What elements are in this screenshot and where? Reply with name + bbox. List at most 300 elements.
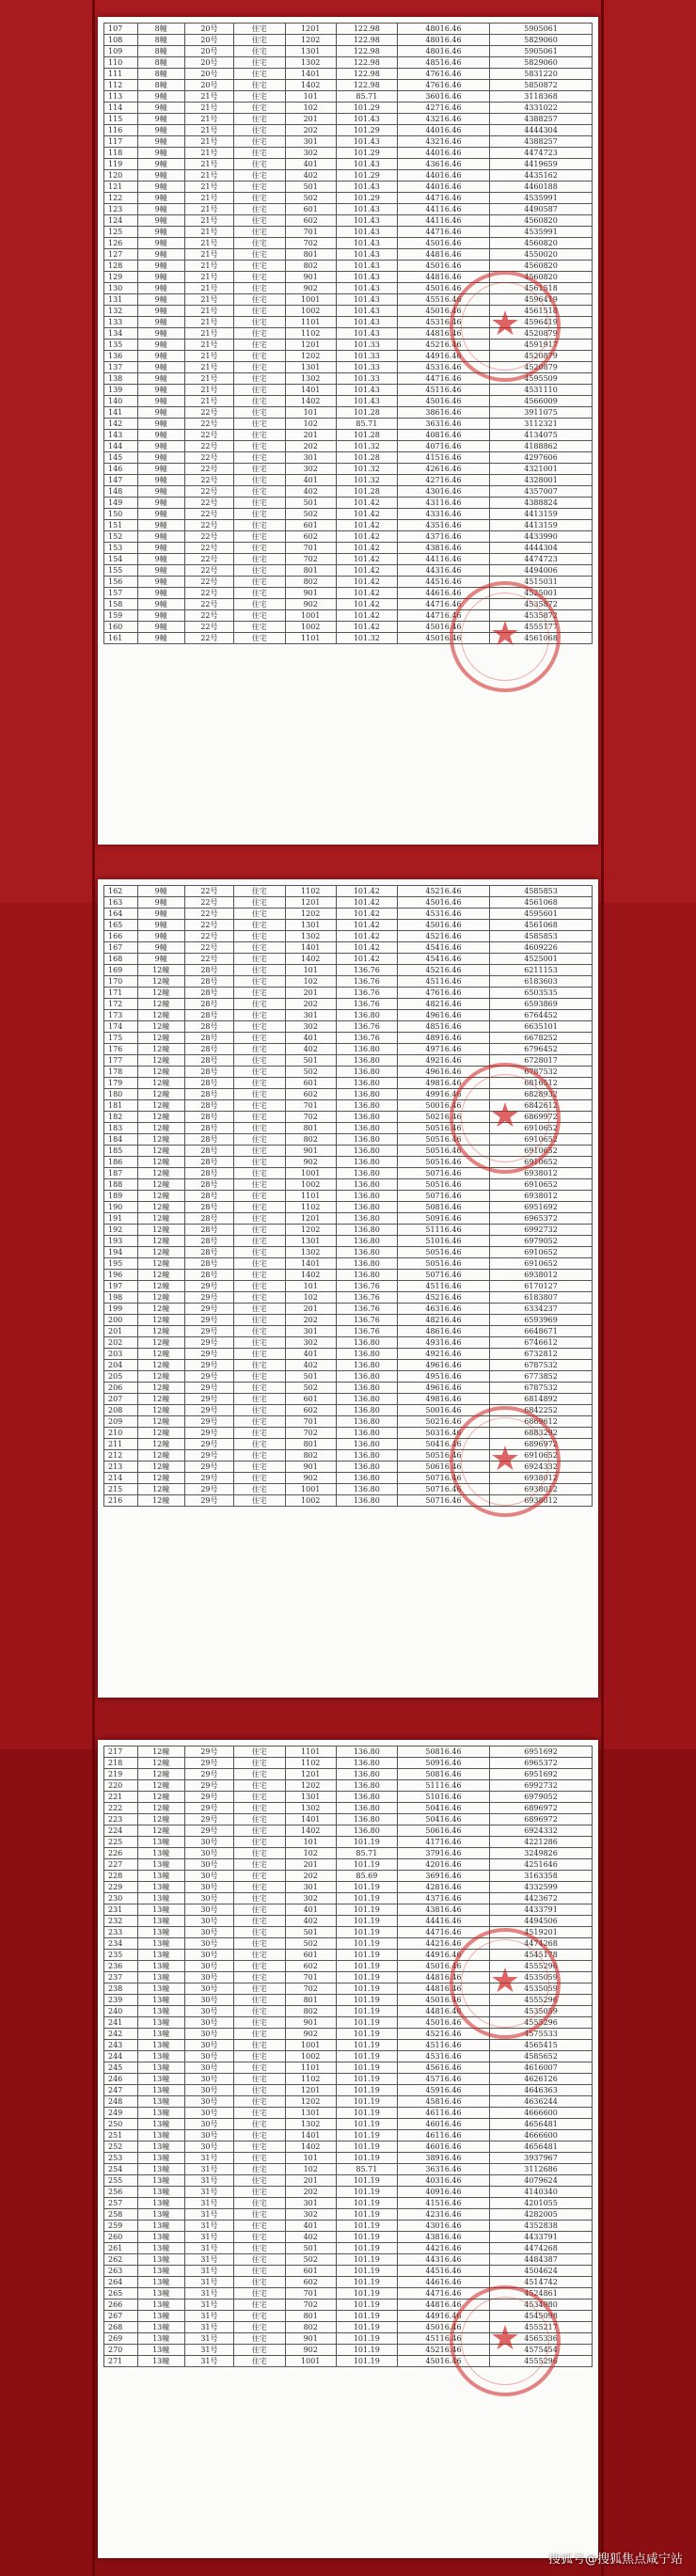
row-number-cell: 153 bbox=[104, 543, 138, 554]
unit-price-cell: 44216.46 bbox=[397, 1938, 489, 1950]
total-price-cell: 4550020 bbox=[490, 249, 593, 261]
area-cell: 136.80 bbox=[336, 1349, 397, 1360]
room-cell: 302 bbox=[285, 2209, 336, 2220]
total-price-cell: 4561518 bbox=[490, 283, 593, 294]
unit-cell: 28号 bbox=[184, 976, 233, 988]
unit-price-cell: 44216.46 bbox=[397, 2243, 489, 2254]
area-cell: 136.80 bbox=[336, 1112, 397, 1123]
usage-cell: 住宅 bbox=[234, 2266, 285, 2277]
row-number-cell: 115 bbox=[104, 114, 138, 125]
total-price-cell: 4079624 bbox=[490, 2175, 593, 2187]
unit-price-cell: 50316.46 bbox=[397, 1428, 489, 1439]
table-row bbox=[104, 182, 593, 193]
room-cell: 1301 bbox=[285, 362, 336, 373]
unit-cell: 28号 bbox=[184, 1033, 233, 1044]
row-number-cell: 240 bbox=[104, 2006, 138, 2017]
table-row bbox=[104, 2288, 593, 2299]
building-cell: 13幢 bbox=[137, 1916, 184, 1927]
unit-cell: 22号 bbox=[184, 886, 233, 897]
unit-cell: 22号 bbox=[184, 599, 233, 610]
total-price-cell: 4666600 bbox=[490, 2108, 593, 2119]
building-cell: 13幢 bbox=[137, 2074, 184, 2085]
area-cell: 136.80 bbox=[336, 1146, 397, 1157]
table-row bbox=[104, 430, 593, 441]
room-cell: 702 bbox=[285, 1428, 336, 1439]
row-number-cell: 155 bbox=[104, 565, 138, 577]
star-icon: ★ bbox=[489, 2319, 521, 2358]
room-cell: 802 bbox=[285, 2006, 336, 2017]
unit-price-cell: 45016.46 bbox=[397, 2322, 489, 2333]
unit-price-cell: 49616.46 bbox=[397, 1383, 489, 1394]
unit-cell: 22号 bbox=[184, 520, 233, 531]
room-cell: 1102 bbox=[285, 2074, 336, 2085]
table-row bbox=[104, 543, 593, 554]
table-row bbox=[104, 1950, 593, 1961]
usage-cell: 住宅 bbox=[234, 2209, 285, 2220]
area-cell: 101.29 bbox=[336, 170, 397, 182]
usage-cell: 住宅 bbox=[234, 1067, 285, 1078]
building-cell: 9幢 bbox=[137, 452, 184, 464]
unit-cell: 21号 bbox=[184, 182, 233, 193]
unit-cell: 31号 bbox=[184, 2198, 233, 2209]
building-cell: 9幢 bbox=[137, 909, 184, 920]
unit-price-cell: 43216.46 bbox=[397, 114, 489, 125]
building-cell: 13幢 bbox=[137, 1848, 184, 1859]
building-cell: 13幢 bbox=[137, 2040, 184, 2051]
table-row bbox=[104, 1769, 593, 1780]
building-cell: 9幢 bbox=[137, 306, 184, 317]
table-row bbox=[104, 1825, 593, 1837]
usage-cell: 住宅 bbox=[234, 2220, 285, 2232]
unit-price-cell: 45616.46 bbox=[397, 2062, 489, 2074]
room-cell: 1102 bbox=[285, 1202, 336, 1213]
unit-cell: 22号 bbox=[184, 920, 233, 931]
room-cell: 1401 bbox=[285, 1258, 336, 1270]
building-cell: 9幢 bbox=[137, 942, 184, 954]
area-cell: 101.19 bbox=[336, 1927, 397, 1938]
unit-cell: 30号 bbox=[184, 1893, 233, 1904]
room-cell: 502 bbox=[285, 1383, 336, 1394]
row-number-cell: 198 bbox=[104, 1292, 138, 1304]
room-cell: 1302 bbox=[285, 57, 336, 69]
unit-price-cell: 50716.46 bbox=[397, 1168, 489, 1179]
area-cell: 101.19 bbox=[336, 2220, 397, 2232]
row-number-cell: 253 bbox=[104, 2153, 138, 2164]
usage-cell: 住宅 bbox=[234, 1405, 285, 1416]
total-price-cell: 6992732 bbox=[490, 1225, 593, 1236]
area-cell: 101.32 bbox=[336, 441, 397, 452]
total-price-cell: 6924332 bbox=[490, 1825, 593, 1837]
building-cell: 9幢 bbox=[137, 954, 184, 965]
row-number-cell: 197 bbox=[104, 1281, 138, 1292]
table-row bbox=[104, 215, 593, 227]
area-cell: 136.80 bbox=[336, 1814, 397, 1825]
building-cell: 12幢 bbox=[137, 1055, 184, 1067]
row-number-cell: 234 bbox=[104, 1938, 138, 1950]
usage-cell: 住宅 bbox=[234, 193, 285, 204]
total-price-cell: 4575454 bbox=[490, 2345, 593, 2356]
unit-price-cell: 45016.46 bbox=[397, 2356, 489, 2367]
room-cell: 301 bbox=[285, 1882, 336, 1893]
usage-cell: 住宅 bbox=[234, 114, 285, 125]
table-row bbox=[104, 1315, 593, 1326]
row-number-cell: 148 bbox=[104, 486, 138, 498]
table-row bbox=[104, 1067, 593, 1078]
unit-cell: 28号 bbox=[184, 1236, 233, 1247]
table-row bbox=[104, 2266, 593, 2277]
row-number-cell: 190 bbox=[104, 1202, 138, 1213]
unit-price-cell: 45116.46 bbox=[397, 976, 489, 988]
total-price-cell: 5829060 bbox=[490, 35, 593, 46]
room-cell: 1301 bbox=[285, 46, 336, 57]
room-cell: 301 bbox=[285, 1326, 336, 1337]
table-row bbox=[104, 1439, 593, 1450]
row-number-cell: 263 bbox=[104, 2266, 138, 2277]
row-number-cell: 251 bbox=[104, 2130, 138, 2141]
usage-cell: 住宅 bbox=[234, 1304, 285, 1315]
total-price-cell: 4433791 bbox=[490, 2232, 593, 2243]
usage-cell: 住宅 bbox=[234, 498, 285, 509]
table-row bbox=[104, 103, 593, 114]
row-number-cell: 139 bbox=[104, 385, 138, 396]
total-price-cell: 6814892 bbox=[490, 1394, 593, 1405]
total-price-cell: 4444304 bbox=[490, 543, 593, 554]
usage-cell: 住宅 bbox=[234, 965, 285, 976]
total-price-cell: 6211153 bbox=[490, 965, 593, 976]
room-cell: 702 bbox=[285, 238, 336, 249]
area-cell: 122.98 bbox=[336, 57, 397, 69]
building-cell: 12幢 bbox=[137, 999, 184, 1010]
unit-price-cell: 49216.46 bbox=[397, 1349, 489, 1360]
usage-cell: 住宅 bbox=[234, 1758, 285, 1769]
unit-price-cell: 50716.46 bbox=[397, 1473, 489, 1484]
table-row bbox=[104, 1168, 593, 1179]
building-cell: 13幢 bbox=[137, 2220, 184, 2232]
usage-cell: 住宅 bbox=[234, 1202, 285, 1213]
area-cell: 136.80 bbox=[336, 1495, 397, 1507]
unit-price-cell: 50916.46 bbox=[397, 1213, 489, 1225]
unit-price-cell: 48016.46 bbox=[397, 35, 489, 46]
area-cell: 136.76 bbox=[336, 1033, 397, 1044]
building-cell: 9幢 bbox=[137, 622, 184, 633]
unit-cell: 29号 bbox=[184, 1304, 233, 1315]
room-cell: 501 bbox=[285, 1055, 336, 1067]
table-row bbox=[104, 204, 593, 215]
room-cell: 502 bbox=[285, 193, 336, 204]
unit-cell: 31号 bbox=[184, 2243, 233, 2254]
unit-cell: 21号 bbox=[184, 136, 233, 148]
building-cell: 9幢 bbox=[137, 554, 184, 565]
row-number-cell: 201 bbox=[104, 1326, 138, 1337]
area-cell: 136.80 bbox=[336, 1405, 397, 1416]
building-cell: 8幢 bbox=[137, 80, 184, 91]
row-number-cell: 125 bbox=[104, 227, 138, 238]
table-row bbox=[104, 272, 593, 283]
usage-cell: 住宅 bbox=[234, 317, 285, 328]
row-number-cell: 113 bbox=[104, 91, 138, 103]
unit-cell: 28号 bbox=[184, 1213, 233, 1225]
table-row bbox=[104, 2108, 593, 2119]
unit-price-cell: 38616.46 bbox=[397, 407, 489, 419]
usage-cell: 住宅 bbox=[234, 1972, 285, 1983]
building-cell: 13幢 bbox=[137, 1983, 184, 1995]
room-cell: 1402 bbox=[285, 954, 336, 965]
row-number-cell: 132 bbox=[104, 306, 138, 317]
unit-cell: 30号 bbox=[184, 2051, 233, 2062]
row-number-cell: 133 bbox=[104, 317, 138, 328]
unit-cell: 30号 bbox=[184, 1916, 233, 1927]
total-price-cell: 4435162 bbox=[490, 170, 593, 182]
building-cell: 12幢 bbox=[137, 1202, 184, 1213]
usage-cell: 住宅 bbox=[234, 1270, 285, 1281]
table-row bbox=[104, 1859, 593, 1871]
row-number-cell: 261 bbox=[104, 2243, 138, 2254]
total-price-cell: 6764452 bbox=[490, 1010, 593, 1021]
building-cell: 12幢 bbox=[137, 1078, 184, 1089]
area-cell: 101.19 bbox=[336, 1938, 397, 1950]
building-cell: 13幢 bbox=[137, 2209, 184, 2220]
area-cell: 101.28 bbox=[336, 407, 397, 419]
building-cell: 12幢 bbox=[137, 1168, 184, 1179]
total-price-cell: 4474723 bbox=[490, 148, 593, 159]
row-number-cell: 123 bbox=[104, 204, 138, 215]
table-row bbox=[104, 2311, 593, 2322]
usage-cell: 住宅 bbox=[234, 170, 285, 182]
row-number-cell: 193 bbox=[104, 1236, 138, 1247]
table-row bbox=[104, 1033, 593, 1044]
room-cell: 1002 bbox=[285, 2051, 336, 2062]
table-row bbox=[104, 954, 593, 965]
unit-price-cell: 43716.46 bbox=[397, 531, 489, 543]
room-cell: 902 bbox=[285, 1157, 336, 1168]
building-cell: 12幢 bbox=[137, 1067, 184, 1078]
building-cell: 9幢 bbox=[137, 430, 184, 441]
area-cell: 101.42 bbox=[336, 520, 397, 531]
area-cell: 101.42 bbox=[336, 931, 397, 942]
usage-cell: 住宅 bbox=[234, 2333, 285, 2345]
room-cell: 201 bbox=[285, 430, 336, 441]
unit-cell: 30号 bbox=[184, 1859, 233, 1871]
building-cell: 13幢 bbox=[137, 2232, 184, 2243]
unit-cell: 28号 bbox=[184, 1270, 233, 1281]
table-row bbox=[104, 1134, 593, 1146]
usage-cell: 住宅 bbox=[234, 1825, 285, 1837]
area-cell: 101.43 bbox=[336, 182, 397, 193]
table-row bbox=[104, 509, 593, 520]
total-price-cell: 4321001 bbox=[490, 464, 593, 475]
unit-price-cell: 49816.46 bbox=[397, 1078, 489, 1089]
room-cell: 302 bbox=[285, 1021, 336, 1033]
left-border-stripe bbox=[92, 0, 95, 2576]
row-number-cell: 160 bbox=[104, 622, 138, 633]
row-number-cell: 271 bbox=[104, 2356, 138, 2367]
unit-price-cell: 48516.46 bbox=[397, 1021, 489, 1033]
unit-cell: 20号 bbox=[184, 57, 233, 69]
area-cell: 101.19 bbox=[336, 2311, 397, 2322]
unit-price-cell: 45216.46 bbox=[397, 2029, 489, 2040]
usage-cell: 住宅 bbox=[234, 1416, 285, 1428]
table-row bbox=[104, 1450, 593, 1462]
usage-cell: 住宅 bbox=[234, 57, 285, 69]
row-number-cell: 216 bbox=[104, 1495, 138, 1507]
usage-cell: 住宅 bbox=[234, 1191, 285, 1202]
unit-cell: 22号 bbox=[184, 531, 233, 543]
area-cell: 101.42 bbox=[336, 920, 397, 931]
area-cell: 136.80 bbox=[336, 1179, 397, 1191]
building-cell: 12幢 bbox=[137, 1495, 184, 1507]
unit-cell: 20号 bbox=[184, 46, 233, 57]
row-number-cell: 225 bbox=[104, 1837, 138, 1848]
unit-cell: 29号 bbox=[184, 1281, 233, 1292]
unit-price-cell: 44916.46 bbox=[397, 1950, 489, 1961]
area-cell: 101.19 bbox=[336, 1893, 397, 1904]
row-number-cell: 210 bbox=[104, 1428, 138, 1439]
room-cell: 1302 bbox=[285, 931, 336, 942]
usage-cell: 住宅 bbox=[234, 1893, 285, 1904]
row-number-cell: 170 bbox=[104, 976, 138, 988]
unit-cell: 21号 bbox=[184, 227, 233, 238]
table-row bbox=[104, 2062, 593, 2074]
unit-price-cell: 50716.46 bbox=[397, 1191, 489, 1202]
usage-cell: 住宅 bbox=[234, 2119, 285, 2130]
total-price-cell: 4535872 bbox=[490, 610, 593, 622]
usage-cell: 住宅 bbox=[234, 351, 285, 362]
building-cell: 9幢 bbox=[137, 249, 184, 261]
unit-cell: 29号 bbox=[184, 1746, 233, 1758]
row-number-cell: 203 bbox=[104, 1349, 138, 1360]
table-row bbox=[104, 909, 593, 920]
row-number-cell: 180 bbox=[104, 1089, 138, 1100]
row-number-cell: 138 bbox=[104, 373, 138, 385]
building-cell: 9幢 bbox=[137, 215, 184, 227]
unit-price-cell: 40716.46 bbox=[397, 441, 489, 452]
unit-price-cell: 45316.46 bbox=[397, 317, 489, 328]
room-cell: 702 bbox=[285, 2299, 336, 2311]
table-row bbox=[104, 1495, 593, 1507]
table-row bbox=[104, 2322, 593, 2333]
total-price-cell: 4656481 bbox=[490, 2141, 593, 2153]
table-row bbox=[104, 1010, 593, 1021]
total-price-cell: 4357007 bbox=[490, 486, 593, 498]
total-price-cell: 3112321 bbox=[490, 419, 593, 430]
row-number-cell: 229 bbox=[104, 1882, 138, 1893]
row-number-cell: 144 bbox=[104, 441, 138, 452]
unit-cell: 28号 bbox=[184, 1067, 233, 1078]
table-row bbox=[104, 1882, 593, 1893]
room-cell: 801 bbox=[285, 249, 336, 261]
row-number-cell: 162 bbox=[104, 886, 138, 897]
unit-cell: 29号 bbox=[184, 1428, 233, 1439]
unit-price-cell: 50016.46 bbox=[397, 1100, 489, 1112]
table-row bbox=[104, 2153, 593, 2164]
row-number-cell: 169 bbox=[104, 965, 138, 976]
unit-cell: 22号 bbox=[184, 633, 233, 644]
unit-cell: 20号 bbox=[184, 35, 233, 46]
table-row bbox=[104, 1360, 593, 1371]
usage-cell: 住宅 bbox=[234, 1247, 285, 1258]
room-cell: 502 bbox=[285, 1067, 336, 1078]
building-cell: 9幢 bbox=[137, 475, 184, 486]
building-cell: 8幢 bbox=[137, 69, 184, 80]
total-price-cell: 4596419 bbox=[490, 317, 593, 328]
building-cell: 9幢 bbox=[137, 543, 184, 554]
unit-price-cell: 43816.46 bbox=[397, 1904, 489, 1916]
unit-price-cell: 38916.46 bbox=[397, 2153, 489, 2164]
building-cell: 13幢 bbox=[137, 2119, 184, 2130]
area-cell: 101.19 bbox=[336, 1916, 397, 1927]
row-number-cell: 249 bbox=[104, 2108, 138, 2119]
unit-cell: 28号 bbox=[184, 1010, 233, 1021]
usage-cell: 住宅 bbox=[234, 2108, 285, 2119]
usage-cell: 住宅 bbox=[234, 1010, 285, 1021]
building-cell: 13幢 bbox=[137, 2051, 184, 2062]
building-cell: 12幢 bbox=[137, 1044, 184, 1055]
row-number-cell: 134 bbox=[104, 328, 138, 340]
unit-cell: 30号 bbox=[184, 2006, 233, 2017]
unit-price-cell: 46016.46 bbox=[397, 2119, 489, 2130]
unit-cell: 29号 bbox=[184, 1292, 233, 1304]
table-row bbox=[104, 1893, 593, 1904]
table-row bbox=[104, 1473, 593, 1484]
area-cell: 101.33 bbox=[336, 340, 397, 351]
usage-cell: 住宅 bbox=[234, 419, 285, 430]
row-number-cell: 109 bbox=[104, 46, 138, 57]
total-price-cell: 4595601 bbox=[490, 909, 593, 920]
row-number-cell: 202 bbox=[104, 1337, 138, 1349]
row-number-cell: 209 bbox=[104, 1416, 138, 1428]
room-cell: 1102 bbox=[285, 886, 336, 897]
row-number-cell: 255 bbox=[104, 2175, 138, 2187]
room-cell: 501 bbox=[285, 182, 336, 193]
usage-cell: 住宅 bbox=[234, 2288, 285, 2299]
room-cell: 1202 bbox=[285, 1780, 336, 1792]
row-number-cell: 122 bbox=[104, 193, 138, 204]
room-cell: 802 bbox=[285, 261, 336, 272]
table-row bbox=[104, 2277, 593, 2288]
total-price-cell: 4565336 bbox=[490, 2333, 593, 2345]
row-number-cell: 257 bbox=[104, 2198, 138, 2209]
area-cell: 136.80 bbox=[336, 1134, 397, 1146]
usage-cell: 住宅 bbox=[234, 125, 285, 136]
building-cell: 9幢 bbox=[137, 170, 184, 182]
unit-cell: 31号 bbox=[184, 2266, 233, 2277]
room-cell: 1001 bbox=[285, 1484, 336, 1495]
row-number-cell: 254 bbox=[104, 2164, 138, 2175]
price-table-1 bbox=[103, 23, 593, 644]
row-number-cell: 152 bbox=[104, 531, 138, 543]
table-row bbox=[104, 2029, 593, 2040]
total-price-cell: 6938012 bbox=[490, 1473, 593, 1484]
total-price-cell: 6746612 bbox=[490, 1337, 593, 1349]
total-price-cell: 4423672 bbox=[490, 1893, 593, 1904]
unit-cell: 28号 bbox=[184, 1146, 233, 1157]
unit-price-cell: 43116.46 bbox=[397, 498, 489, 509]
room-cell: 401 bbox=[285, 159, 336, 170]
total-price-cell: 4520879 bbox=[490, 328, 593, 340]
building-cell: 9幢 bbox=[137, 486, 184, 498]
room-cell: 702 bbox=[285, 1983, 336, 1995]
star-icon: ★ bbox=[489, 1097, 521, 1135]
usage-cell: 住宅 bbox=[234, 1383, 285, 1394]
usage-cell: 住宅 bbox=[234, 1168, 285, 1179]
unit-price-cell: 44716.46 bbox=[397, 599, 489, 610]
table-row bbox=[104, 249, 593, 261]
unit-cell: 29号 bbox=[184, 1349, 233, 1360]
usage-cell: 住宅 bbox=[234, 1803, 285, 1814]
area-cell: 136.80 bbox=[336, 1078, 397, 1089]
room-cell: 701 bbox=[285, 543, 336, 554]
room-cell: 1002 bbox=[285, 306, 336, 317]
